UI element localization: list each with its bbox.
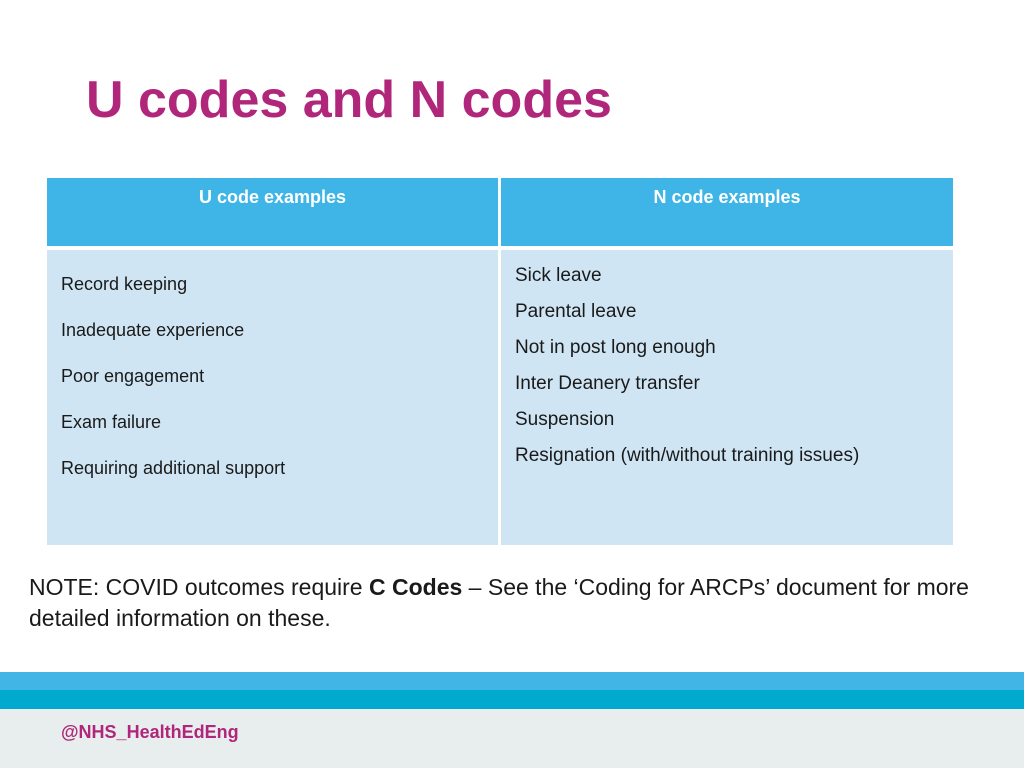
- note-suffix: – See the ‘Coding for ARCPs’ document for more detailed information on these.: [29, 574, 969, 631]
- u-code-column-header: U code examples: [47, 178, 498, 246]
- list-item: Poor engagement: [61, 366, 205, 386]
- list-item: Not in post long enough: [515, 337, 716, 358]
- list-item: Sick leave: [515, 265, 602, 286]
- list-item: Resignation (with/without training issues): [515, 445, 860, 466]
- u-code-cell: [47, 250, 498, 545]
- list-item: Record keeping: [61, 274, 188, 294]
- list-item: Exam failure: [61, 412, 162, 432]
- footer-band-light: [0, 672, 1024, 690]
- list-item: Suspension: [515, 409, 615, 430]
- list-item: Parental leave: [515, 301, 637, 322]
- slide-title: U codes and N codes: [86, 71, 612, 129]
- list-item: Requiring additional support: [61, 458, 286, 478]
- n-code-list: [515, 264, 953, 480]
- footer-band-dark: [0, 690, 1024, 709]
- list-item: Inter Deanery transfer: [515, 373, 700, 394]
- u-code-list: [61, 272, 498, 502]
- twitter-handle: @NHS_HealthEdEng: [61, 722, 239, 742]
- footer-bar: [0, 709, 1024, 768]
- list-item: Inadequate experience: [61, 320, 245, 340]
- n-code-column-header: N code examples: [501, 178, 953, 246]
- n-code-cell: [501, 250, 953, 545]
- note-bold-term: C Codes: [369, 574, 463, 600]
- covid-note: [29, 572, 999, 634]
- note-prefix: NOTE: COVID outcomes require: [29, 574, 369, 600]
- codes-table: [47, 178, 953, 545]
